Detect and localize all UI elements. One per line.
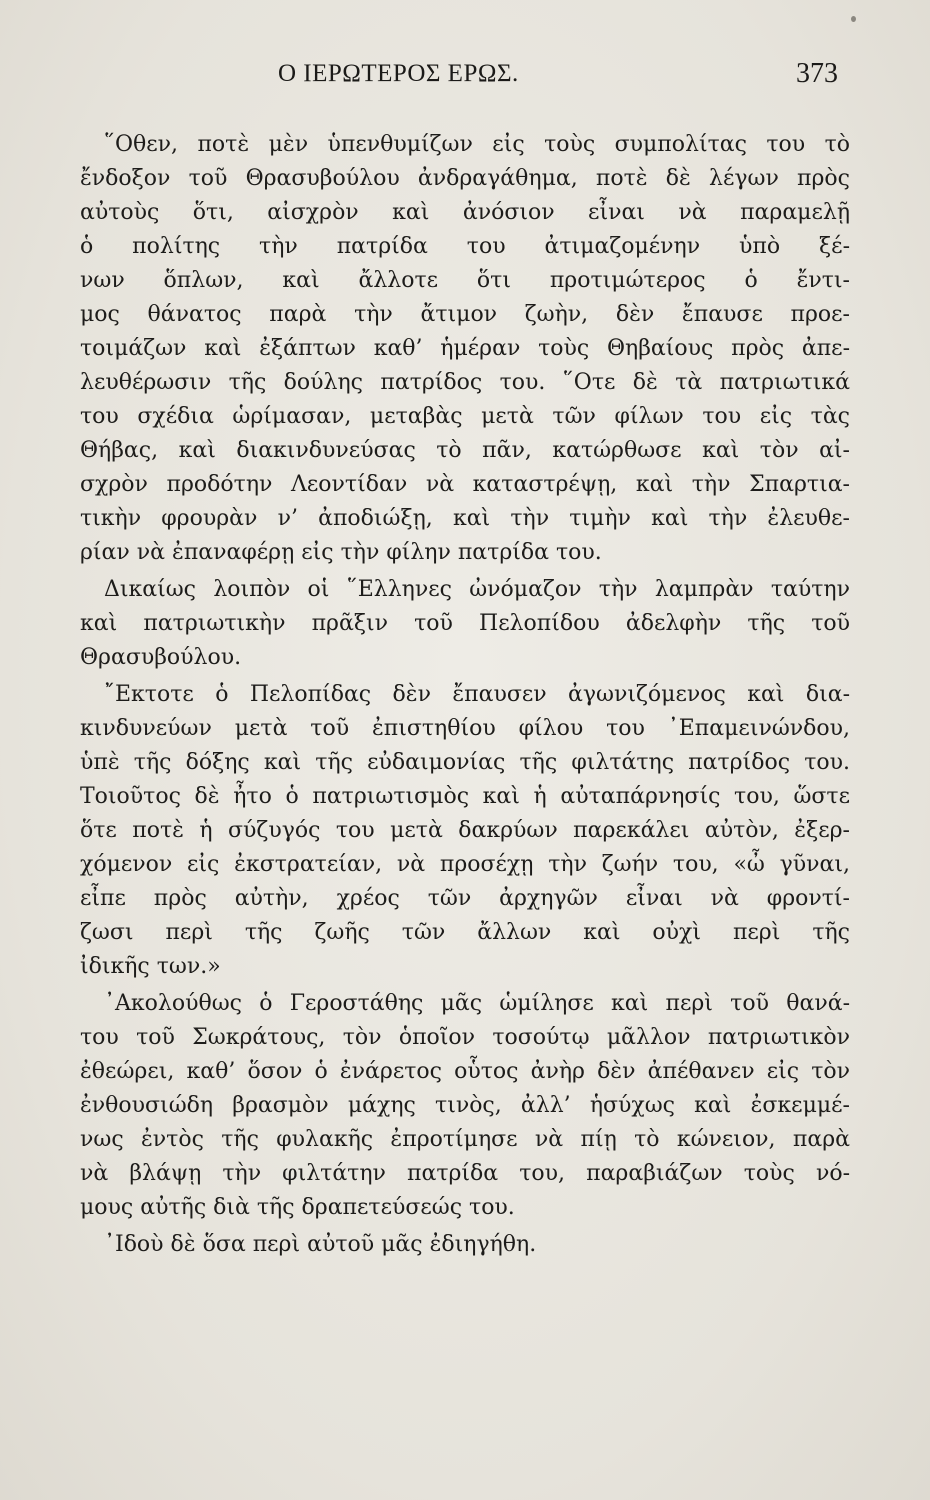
text-line: κινδυνεύων μετὰ τοῦ ἐπιστηθίου φίλου του ᾿Επαμεινώνδου, [80,716,850,741]
page-number: 373 [796,58,838,89]
running-title: Ο ΙΕΡΩΤΕΡΟΣ ΕΡΩΣ. [278,60,519,87]
text-line: Θρασυβούλου. [80,645,242,670]
text-line: ρίαν νὰ ἐπαναφέρῃ εἰς τὴν φίλην πατρίδα του. [80,540,602,565]
text-line: ῞Οθεν, ποτὲ μὲν ὑπενθυμίζων εἰς τοὺς συμπολίτας του τὸ [104,132,850,157]
body-text [80,128,850,1418]
text-line: ὅτε ποτὲ ἡ σύζυγός του μετὰ δακρύων παρεκάλει αὐτὸν, ἐξερ- [80,818,850,843]
text-line: εἶπε πρὸς αὐτὴν, χρέος τῶν ἀρχηγῶν εἶναι νὰ φροντί- [80,886,850,911]
text-line: του σχέδια ὡρίμασαν, μεταβὰς μετὰ τῶν φίλων του εἰς τὰς [80,404,850,429]
margin-speck [851,16,856,22]
text-line: καὶ πατριωτικὴν πρᾶξιν τοῦ Πελοπίδου ἀδελφὴν τῆς τοῦ [80,611,850,636]
text-line: του τοῦ Σωκράτους, τὸν ὁποῖον τοσούτῳ μᾶλλον πατριωτικὸν [80,1025,850,1050]
paragraph [80,987,850,1225]
text-line: ἐθεώρει, καθ’ ὅσον ὁ ἐνάρετος οὗτος ἀνὴρ δὲν ἀπέθανεν εἰς τὸν [80,1059,850,1084]
paragraph [80,1228,850,1262]
text-line: νως ἐντὸς τῆς φυλακῆς ἐπροτίμησε νὰ πίῃ τὸ κώνειον, παρὰ [80,1127,850,1152]
text-line: ἰδικῆς των.» [80,954,221,979]
text-line: μος θάνατος παρὰ τὴν ἄτιμον ζωὴν, δὲν ἔπαυσε προε- [80,302,850,327]
paragraph [80,573,850,675]
text-line: ὑπὲ τῆς δόξης καὶ τῆς εὐδαιμονίας τῆς φιλτάτης πατρίδος του. [80,750,850,775]
text-line: ᾿Ακολούθως ὁ Γεροστάθης μᾶς ὡμίλησε καὶ περὶ τοῦ θανά- [104,991,850,1016]
text-line: σχρὸν προδότην Λεοντίδαν νὰ καταστρέψῃ, καὶ τὴν Σπαρτια- [80,472,850,497]
text-line: Δικαίως λοιπὸν οἱ ῞Ελληνες ὠνόμαζον τὴν λαμπρὰν ταύτην [104,577,850,602]
text-line: μους αὐτῆς διὰ τῆς δραπετεύσεώς του. [80,1195,515,1220]
text-line: ᾿Ιδοὺ δὲ ὅσα περὶ αὐτοῦ μᾶς ἐδιηγήθη. [104,1232,537,1257]
paragraph [80,128,850,570]
text-line: νὰ βλάψῃ τὴν φιλτάτην πατρίδα του, παραβιάζων τοὺς νό- [80,1161,850,1186]
text-line: Θήβας, καὶ διακινδυνεύσας τὸ πᾶν, κατώρθωσε καὶ τὸν αἰ- [80,438,850,463]
text-line: τοιμάζων καὶ ἐξάπτων καθ’ ἡμέραν τοὺς Θηβαίους πρὸς ἀπε- [80,336,850,361]
text-line: ὁ πολίτης τὴν πατρίδα του ἀτιμαζομένην ὑπὸ ξέ- [80,234,850,259]
text-line: Τοιοῦτος δὲ ἦτο ὁ πατριωτισμὸς καὶ ἡ αὐταπάρνησίς του, ὥστε [80,784,850,809]
text-line: τικὴν φρουρὰν ν’ ἀποδιώξῃ, καὶ τὴν τιμὴν καὶ τὴν ἐλευθε- [80,506,850,531]
text-line: αὐτοὺς ὅτι, αἰσχρὸν καὶ ἀνόσιον εἶναι νὰ παραμελῇ [80,200,850,225]
text-line: χόμενον εἰς ἐκστρατείαν, νὰ προσέχῃ τὴν ζωήν του, «ὦ γῦναι, [80,852,850,877]
text-line: ἔνδοξον τοῦ Θρασυβούλου ἀνδραγάθημα, ποτὲ δὲ λέγων πρὸς [80,166,850,191]
text-line: ῎Εκτοτε ὁ Πελοπίδας δὲν ἔπαυσεν ἀγωνιζόμενος καὶ δια- [104,682,850,707]
text-line: νων ὅπλων, καὶ ἄλλοτε ὅτι προτιμώτερος ὁ ἔντι- [80,268,850,293]
text-line: ἐνθουσιώδη βρασμὸν μάχης τινὸς, ἀλλ’ ἡσύχως καὶ ἐσκεμμέ- [80,1093,850,1118]
text-line: λευθέρωσιν τῆς δούλης πατρίδος του. ῞Οτε δὲ τὰ πατριωτικά [80,370,850,395]
paragraph [80,678,850,984]
text-line: ζωσι περὶ τῆς ζωῆς τῶν ἄλλων καὶ οὐχὶ περὶ τῆς [80,920,850,945]
